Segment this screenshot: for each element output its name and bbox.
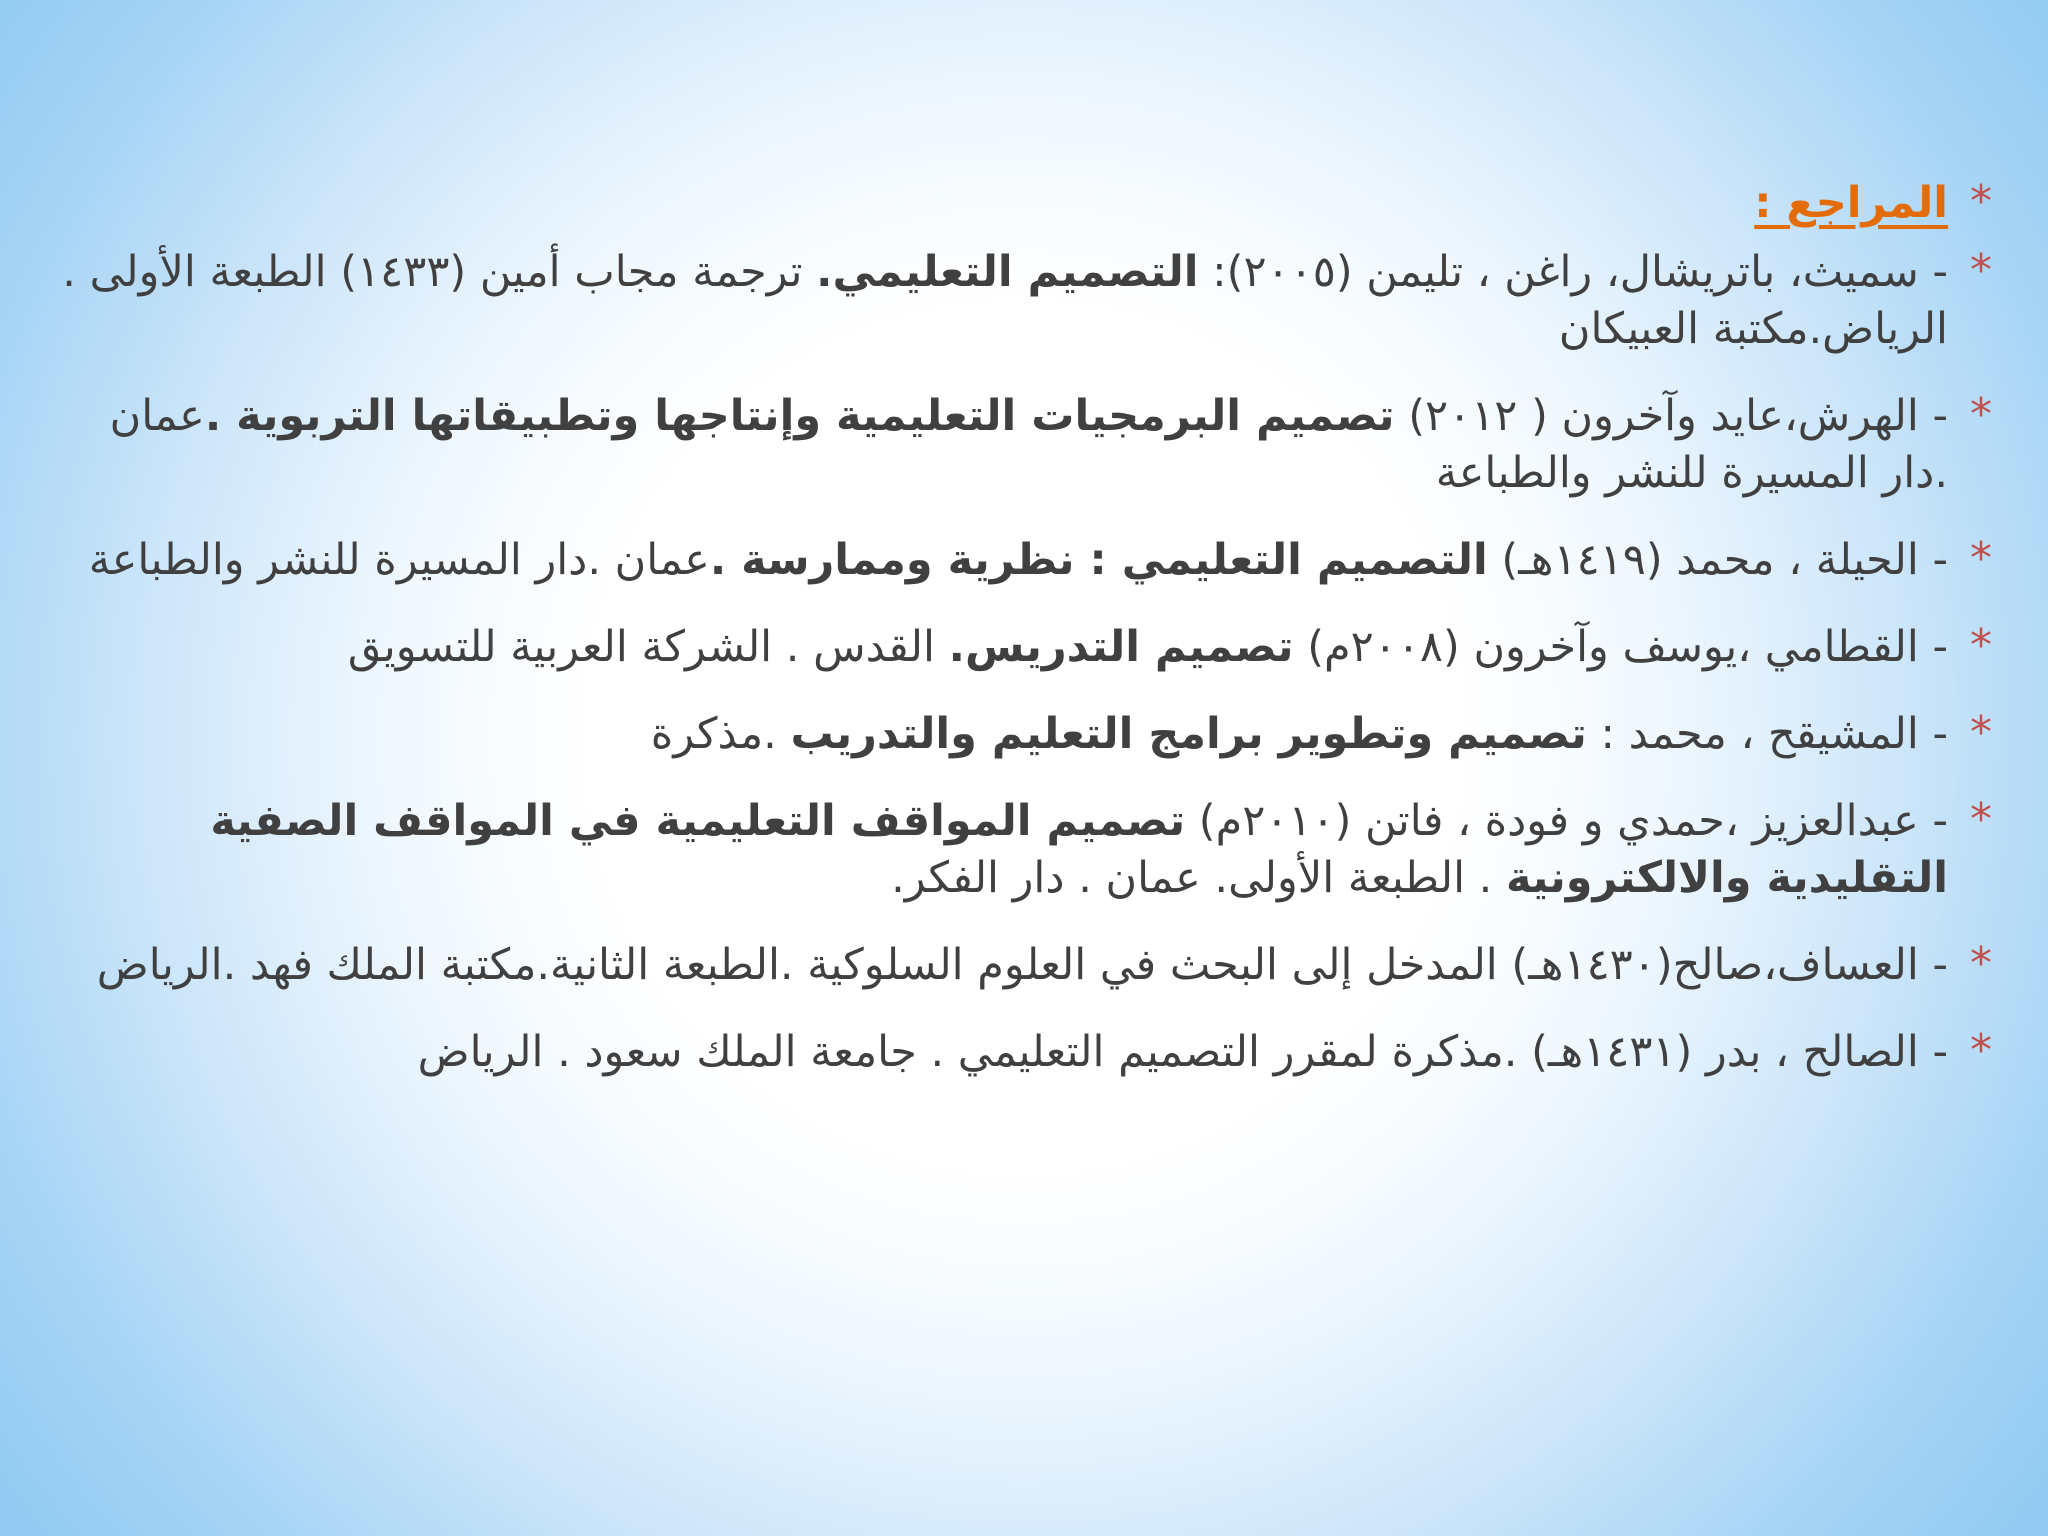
references-list	[62, 175, 1992, 1111]
bullet-asterisk-icon: *	[1970, 707, 1992, 758]
bullet-asterisk-icon: *	[1970, 389, 1992, 440]
references-heading: المراجع :	[1754, 178, 1948, 228]
bullet-asterisk-icon: *	[1970, 620, 1992, 671]
reference-text: - الصالح ، بدر (١٤٣١هـ) .مذكرة لمقرر التصميم التعليمي . جامعة الملك سعود . الرياض	[417, 1027, 1948, 1077]
bullet-asterisk-icon: *	[1970, 176, 1992, 227]
reference-item-1	[62, 244, 1992, 358]
reference-item-4	[62, 619, 1992, 676]
reference-title: تصميم التدريس.	[948, 622, 1294, 672]
reference-item-3	[62, 532, 1992, 589]
reference-suffix: .مذكرة	[650, 709, 791, 759]
reference-item-2	[62, 388, 1992, 502]
reference-title: تصميم البرمجيات التعليمية وإنتاجها وتطبيقاتها التربوية .	[204, 391, 1395, 441]
bullet-asterisk-icon: *	[1970, 794, 1992, 845]
reference-prefix: - القطامي ،يوسف وآخرون (٢٠٠٨م)	[1293, 622, 1948, 672]
reference-prefix: - المشيقح ، محمد :	[1586, 709, 1948, 759]
bullet-asterisk-icon: *	[1970, 938, 1992, 989]
reference-item-7	[62, 937, 1992, 994]
bullet-asterisk-icon: *	[1970, 245, 1992, 296]
reference-suffix: القدس . الشركة العربية للتسويق	[347, 622, 949, 672]
bullet-asterisk-icon: *	[1970, 1025, 1992, 1076]
reference-title: تصميم المواقف التعليمية في المواقف الصفية التقليدية والالكترونية	[210, 796, 1948, 903]
reference-item-6	[62, 793, 1992, 907]
reference-text: - العساف،صالح(١٤٣٠هـ) المدخل إلى البحث في العلوم السلوكية .الطبعة الثانية.مكتبة الملك فهد .الرياض	[96, 940, 1948, 990]
reference-suffix: عمان .دار المسيرة للنشر والطباعة	[109, 391, 1948, 498]
reference-title: التصميم التعليمي.	[816, 247, 1199, 297]
bullet-asterisk-icon: *	[1970, 533, 1992, 584]
reference-item-5	[62, 706, 1992, 763]
reference-prefix: - سميث، باتريشال، راغن ، تليمن (٢٠٠٥):	[1198, 247, 1948, 297]
reference-prefix: - عبدالعزيز ،حمدي و فودة ، فاتن (٢٠١٠م)	[1185, 796, 1948, 846]
reference-prefix: - الحيلة ، محمد (١٤١٩هـ)	[1487, 535, 1948, 585]
references-heading-item	[62, 175, 1992, 232]
reference-item-8	[62, 1024, 1992, 1081]
reference-suffix: . الطبعة الأولى. عمان . دار الفكر.	[891, 853, 1507, 903]
reference-prefix: - الهرش،عايد وآخرون ( ٢٠١٢)	[1394, 391, 1948, 441]
reference-suffix: ترجمة مجاب أمين (١٤٣٣) الطبعة الأولى . الرياض.مكتبة العبيكان	[62, 247, 1948, 354]
reference-title: التصميم التعليمي : نظرية وممارسة .	[709, 535, 1488, 585]
reference-suffix: عمان .دار المسيرة للنشر والطباعة	[88, 535, 710, 585]
reference-title: تصميم وتطوير برامج التعليم والتدريب	[790, 709, 1587, 759]
